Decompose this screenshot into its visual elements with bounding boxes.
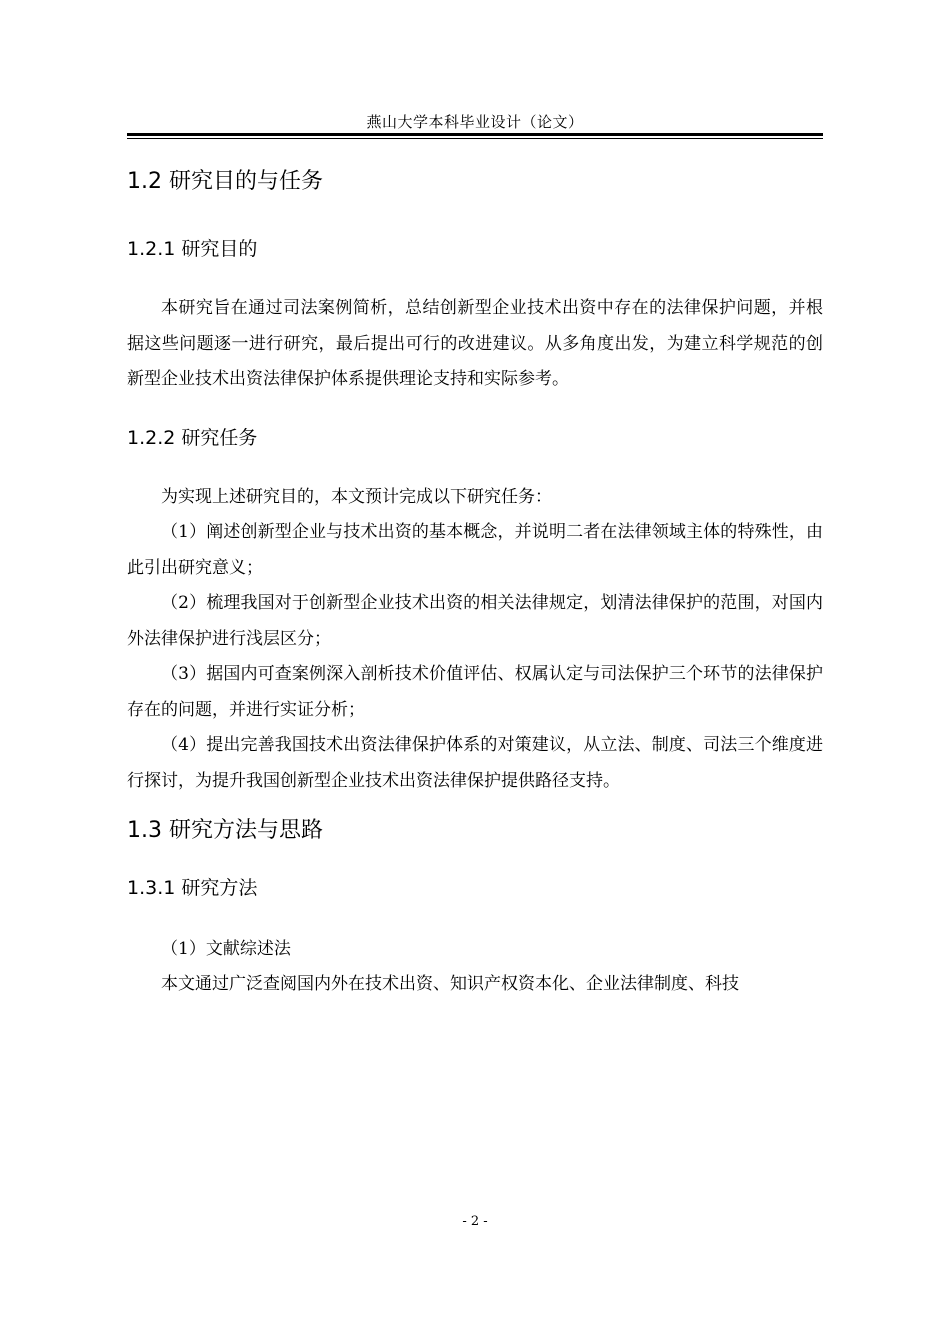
- header-rule: [127, 133, 823, 136]
- list-item-task-4: （4）提出完善我国技术出资法律保护体系的对策建议，从立法、制度、司法三个维度进行探讨，为提升我国创新型企业技术出资法律保护提供路径支持。: [127, 735, 823, 791]
- running-header: 燕山大学本科毕业设计（论文）: [366, 113, 584, 131]
- header-rule-thin: [127, 138, 823, 139]
- heading-1-2: 1.2 研究目的与任务: [127, 169, 323, 194]
- heading-1-2-2: 1.2.2 研究任务: [127, 427, 258, 449]
- list-item-task-1: （1）阐述创新型企业与技术出资的基本概念，并说明二者在法律领域主体的特殊性，由此引出研究意义；: [127, 522, 823, 578]
- paragraph-research-purpose: 本研究旨在通过司法案例简析，总结创新型企业技术出资中存在的法律保护问题，并根据这些问题逐一进行研究，最后提出可行的改进建议。从多角度出发，为建立科学规范的创新型企业技术出资法律保护体系提供理论支持和实际参考。: [127, 298, 823, 389]
- heading-1-2-1: 1.2.1 研究目的: [127, 238, 258, 260]
- list-item-task-3: （3）据国内可查案例深入剖析技术价值评估、权属认定与司法保护三个环节的法律保护存在的问题，并进行实证分析；: [127, 664, 823, 720]
- list-item-task-2: （2）梳理我国对于创新型企业技术出资的相关法律规定，划清法律保护的范围，对国内外法律保护进行浅层区分；: [127, 593, 823, 649]
- method-paragraph: 本文通过广泛查阅国内外在技术出资、知识产权资本化、企业法律制度、科技: [161, 974, 739, 994]
- page-number: - 2 -: [462, 1214, 488, 1229]
- heading-1-3: 1.3 研究方法与思路: [127, 818, 323, 843]
- heading-1-3-1: 1.3.1 研究方法: [127, 877, 258, 899]
- method-label: （1）文献综述法: [161, 939, 291, 959]
- paragraph-tasks-intro: 为实现上述研究目的，本文预计完成以下研究任务：: [161, 487, 552, 507]
